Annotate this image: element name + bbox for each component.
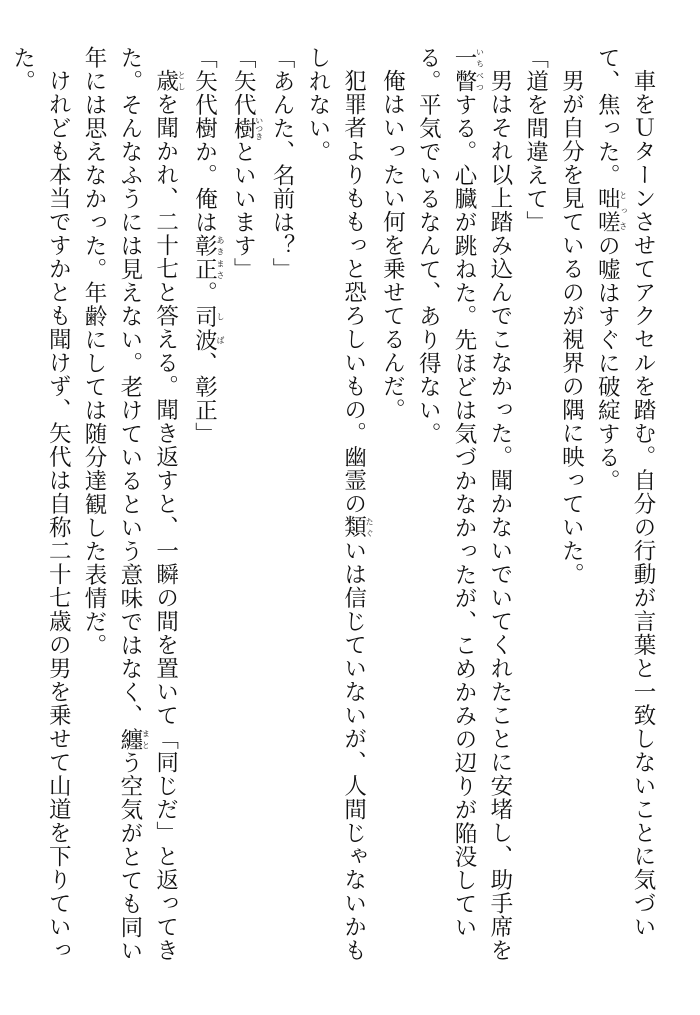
text-run: 犯罪者よりももっと恐ろしいもの。幽霊の	[340, 68, 367, 515]
text-run: 。	[191, 281, 218, 305]
ruby-base: 樹	[230, 116, 257, 141]
text-run: 俺はいったい何を乗せてるんだ。	[379, 68, 406, 421]
paragraph	[75, 46, 185, 978]
text-run: 、彰正」	[191, 351, 218, 446]
paragraph	[517, 46, 553, 978]
ruby-reading: とし	[177, 68, 187, 92]
ruby-annotation	[594, 187, 628, 234]
ruby-annotation	[340, 515, 375, 539]
vertical-body-text	[4, 46, 660, 978]
ruby-base: 一瞥	[451, 46, 478, 93]
ruby-base: 彰正	[191, 234, 218, 281]
paragraph	[263, 46, 299, 978]
ruby-annotation	[230, 116, 264, 141]
text-run: 車をＵターンさせてアクセルを踏む。自分の行動が言葉と一致しないことに気づいて、焦った。	[594, 46, 656, 938]
ruby-base: 類	[340, 515, 367, 539]
ruby-base: 司波	[191, 304, 218, 352]
text-run: の嘘はすぐに破綻する。	[594, 234, 621, 493]
paragraph	[374, 46, 410, 978]
ruby-annotation	[116, 727, 151, 752]
ruby-annotation	[191, 234, 225, 281]
ruby-reading: まと	[141, 727, 151, 751]
paragraph	[224, 46, 263, 978]
paragraph	[588, 46, 660, 978]
ruby-reading: いつき	[254, 116, 264, 141]
text-run: 男はそれ以上踏み込んでこなかった。聞かないでいてくれたことに安堵し、助手席を	[486, 68, 513, 962]
ruby-reading: とっさ	[618, 187, 628, 234]
text-run: 「矢代	[230, 46, 257, 117]
text-run: う空気がとても同い年には思えなかった。年齢にしては随分達観した表情だ。	[81, 46, 143, 963]
paragraph	[409, 46, 516, 978]
paragraph	[186, 46, 225, 978]
text-run: 「矢代樹か。俺は	[191, 46, 218, 234]
paragraph	[4, 46, 76, 978]
paragraph	[553, 46, 589, 978]
text-run: する。心臓が跳ねた。先ほどは気づかなかったが、こめかみの辺りが陥没している。平気でいるなんて、あり得ない。	[415, 46, 478, 939]
ruby-annotation	[152, 68, 187, 93]
ruby-reading: たぐ	[365, 515, 375, 539]
ruby-annotation	[451, 46, 485, 93]
ruby-base: 歳	[152, 68, 179, 92]
text-run: 「あんた、名前は？」	[269, 46, 296, 281]
text-run: いは信じていないが、人間じゃないかもしれない。	[304, 46, 367, 962]
ruby-base: 咄嗟	[594, 187, 621, 234]
text-run: 「道を間違えて」	[522, 46, 549, 234]
text-run: といいます」	[230, 140, 257, 281]
ruby-reading: しば	[215, 304, 225, 352]
text-run: けれども本当ですかとも聞けず、矢代は自称二十七歳の男を乗せて山道を下りていった。	[9, 46, 72, 962]
ruby-base: 纏	[116, 727, 143, 751]
text-run: を聞かれ、二十七と答える。聞き返すと、一瞬の間を置いて「同じだ」と返ってきた。そんなふうには見えない。老けているという意味ではなく、	[116, 46, 179, 962]
paragraph	[299, 46, 374, 978]
ruby-annotation	[191, 304, 225, 352]
ruby-reading: あきまさ	[215, 234, 225, 281]
ruby-reading: いちべつ	[475, 46, 485, 93]
text-run: 男が自分を見ているのが視界の隅に映っていた。	[558, 68, 585, 586]
